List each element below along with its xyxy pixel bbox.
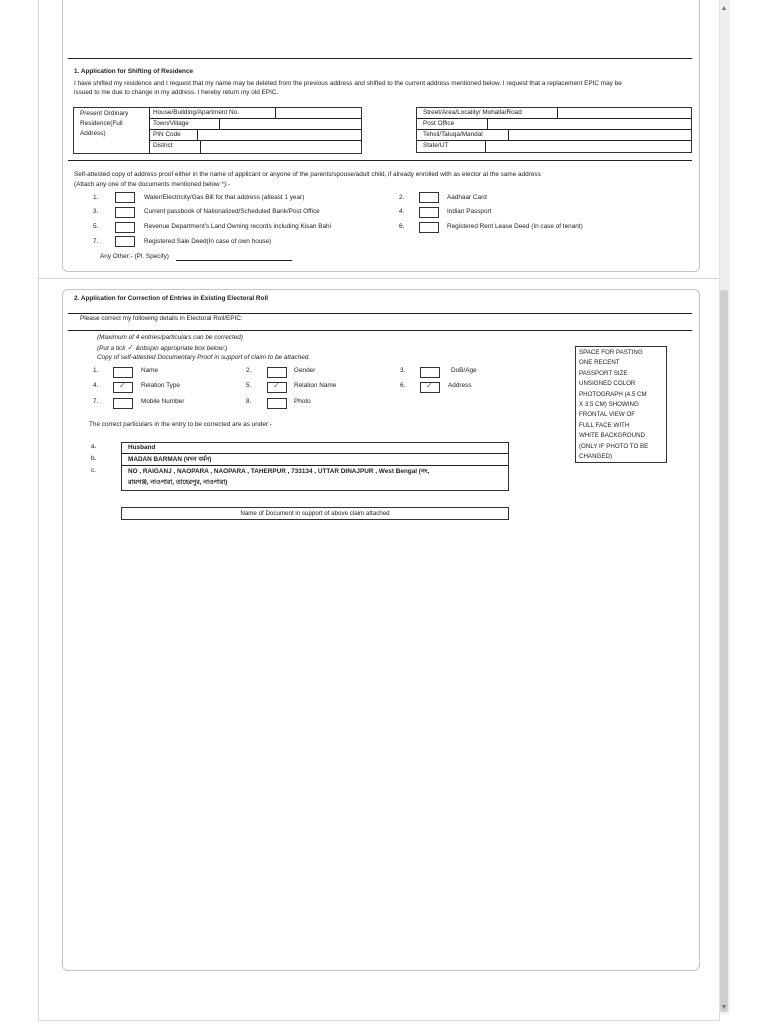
doc-number: 1. <box>93 194 99 201</box>
doc-number: 4. <box>399 208 405 215</box>
field-label-pin: PIN Code <box>153 131 181 138</box>
photo-instruction: FULL FACE WITH <box>579 421 630 429</box>
field-label: Photo <box>294 398 311 405</box>
photo-instruction: ONE RECENT <box>579 359 620 367</box>
address-value[interactable]: রায়গঞ্জ, নাওপারা, তাহেরপুর, নাওপারা) <box>128 479 228 486</box>
any-other-label: Any Other:- (Pl. Specify) <box>100 253 169 260</box>
field-label-district: District <box>153 142 173 149</box>
street-input[interactable] <box>558 108 691 117</box>
doc-utility-bill-checkbox[interactable] <box>115 192 135 203</box>
field-label-house: House/Building/Apartment No. <box>153 109 239 116</box>
field-label: Address <box>448 382 472 389</box>
pin-input[interactable] <box>198 130 361 139</box>
photo-instruction: CHANGED) <box>579 453 613 461</box>
photo-instruction: WHITE BACKGROUND <box>579 432 646 440</box>
field-number: 7. <box>93 398 99 405</box>
shifting-title: 1. Application for Shifting of Residence <box>74 68 194 75</box>
field-label: DoB/Age <box>451 367 477 374</box>
doc-land-records-checkbox[interactable] <box>115 222 135 233</box>
mobile-checkbox[interactable] <box>113 398 133 409</box>
doc-rent-deed-checkbox[interactable] <box>419 222 439 233</box>
address-checkbox[interactable] <box>420 382 440 393</box>
relation-type-value[interactable]: Husband <box>128 444 156 451</box>
relation-type-checkbox[interactable] <box>113 382 133 393</box>
residence-label: Present Ordinary <box>80 110 129 117</box>
shifting-description: issued to me due to change in my address. I hereby return my old EPIC. <box>74 89 279 96</box>
tick-note <box>97 344 227 353</box>
particulars-label: The correct particulars in the entry to be corrected are as under:- <box>89 421 272 428</box>
divider <box>68 160 692 161</box>
state-input[interactable] <box>486 141 691 152</box>
checkmark-icon: ✓ <box>119 381 126 390</box>
doc-passport-checkbox[interactable] <box>419 207 439 218</box>
house-input[interactable] <box>276 108 361 117</box>
doc-label: Revenue Department's Land Owning records including Kisan Bahi <box>144 223 332 230</box>
please-correct-label: Please correct my following details in Electoral Roll/EPIC: <box>80 315 243 322</box>
district-input[interactable] <box>201 141 361 153</box>
field-label-street: Street/Area/Locality/ Mohalla/Road <box>423 109 522 116</box>
name-checkbox[interactable] <box>113 367 133 378</box>
field-number: 4. <box>93 382 99 389</box>
document-name-label: Name of Document in support of above claim attached <box>240 510 390 517</box>
residence-label: Residence(Full <box>80 120 123 127</box>
photo-instruction: SPACE FOR PASTING <box>579 349 643 356</box>
relation-name-value[interactable]: MADAN BARMAN (মদন বর্মন) <box>128 456 212 463</box>
divider <box>68 58 692 59</box>
checkmark-icon: ✓ <box>127 343 134 352</box>
address-value[interactable]: NO , RAIGANJ , NAOPARA , NAOPARA , TAHERPUR , 733134 , UTTAR DINAJPUR , West Bengal (নং, <box>128 468 430 475</box>
photo-placeholder[interactable] <box>575 346 667 463</box>
field-number: 2. <box>246 367 252 374</box>
any-other-input[interactable] <box>176 260 292 261</box>
doc-label: Current passbook of Nationalized/Scheduled Bank/Post Office <box>144 208 320 215</box>
max-entries-note: (Maximum of 4 entries/particulars can be corrected) <box>97 334 243 341</box>
photo-instruction: PASSPORT SIZE <box>579 369 628 377</box>
doc-sale-deed-checkbox[interactable] <box>115 236 135 247</box>
doc-number: 5. <box>93 223 99 230</box>
entry-letter: a. <box>91 443 97 450</box>
doc-label: Registered Rent Lease Deed (In case of tenant) <box>447 223 583 230</box>
shifting-description: I have shifted my residence and I request that my name may be deleted from the previous address and shifted to the current address mentioned below. I request that a replacement EPIC may be <box>74 80 622 87</box>
tick-note-text: (Put a tick <box>97 345 126 352</box>
doc-number: 6. <box>399 223 405 230</box>
doc-label: Aadhaar Card <box>447 194 487 201</box>
field-number: 3. <box>400 367 406 374</box>
photo-instruction: PHOTOGRAPH (4.5 CM <box>579 390 647 398</box>
doc-label: Registered Sale Deed(In case of own house) <box>144 238 272 245</box>
doc-number: 2. <box>399 194 405 201</box>
gender-checkbox[interactable] <box>267 367 287 378</box>
proof-instruction: Self-attested copy of address proof either in the name of applicant or anyone of the parents/spouse/adult child, if already enrolled with as elector at the same address <box>74 171 541 178</box>
photo-instruction: X 3.5 CM) SHOWING <box>579 401 639 409</box>
doc-label: Indian Passport <box>447 208 492 215</box>
residence-label: Address) <box>80 130 106 137</box>
field-label-tehsil: Tehsil/Taluqa/Mandal <box>423 131 483 138</box>
field-label: Relation Type <box>141 382 180 389</box>
correction-title: 2. Application for Correction of Entries in Existing Electoral Roll <box>74 295 268 302</box>
entry-letter: b. <box>91 455 97 462</box>
field-label-town: Town/Village <box>153 120 189 127</box>
field-number: 8. <box>246 398 252 405</box>
post-office-input[interactable] <box>488 119 691 128</box>
checkmark-icon: ✓ <box>426 381 433 390</box>
field-label: Gender <box>294 367 316 374</box>
photo-instruction: FRONTAL VIEW OF <box>579 411 636 419</box>
tehsil-input[interactable] <box>509 130 691 139</box>
doc-number: 3. <box>93 208 99 215</box>
checkmark-icon: ✓ <box>273 381 280 390</box>
doc-label: Water/Electricity/Gas Bill for that address (atleast 1 year) <box>144 194 305 201</box>
field-number: 6. <box>400 382 406 389</box>
photo-instruction: (ONLY IF PHOTO TO BE <box>579 442 649 450</box>
field-label: Relation Name <box>294 382 337 389</box>
field-label: Name <box>141 367 159 374</box>
field-number: 5. <box>246 382 252 389</box>
document-name-field[interactable] <box>121 507 509 520</box>
proof-note: Copy of self-attested Documentary Proof in support of claim to be attached. <box>97 354 311 361</box>
tick-note-text: &nbspin appropriate box below:) <box>135 345 228 352</box>
proof-instruction: (Attach any one of the documents mentioned below *):- <box>74 181 230 188</box>
town-input[interactable] <box>220 119 361 128</box>
scrollbar-thumb[interactable] <box>720 290 728 1012</box>
photo-instruction: UNSIGNED COLOR <box>579 380 636 388</box>
field-label-state: State/UT <box>423 142 449 149</box>
field-number: 1. <box>93 367 99 374</box>
relation-name-checkbox[interactable] <box>267 382 287 393</box>
field-label: Mobile Number <box>141 398 185 405</box>
scroll-down-icon[interactable]: ▼ <box>720 1004 728 1011</box>
photo-checkbox[interactable] <box>267 398 287 409</box>
entry-letter: c. <box>91 467 96 474</box>
dob-checkbox[interactable] <box>420 367 440 378</box>
doc-aadhaar-checkbox[interactable] <box>419 192 439 203</box>
field-label-post-office: Post Office <box>423 120 455 127</box>
doc-number: 7. <box>93 238 99 245</box>
doc-passbook-checkbox[interactable] <box>115 207 135 218</box>
scroll-up-icon[interactable]: ▲ <box>720 5 728 12</box>
